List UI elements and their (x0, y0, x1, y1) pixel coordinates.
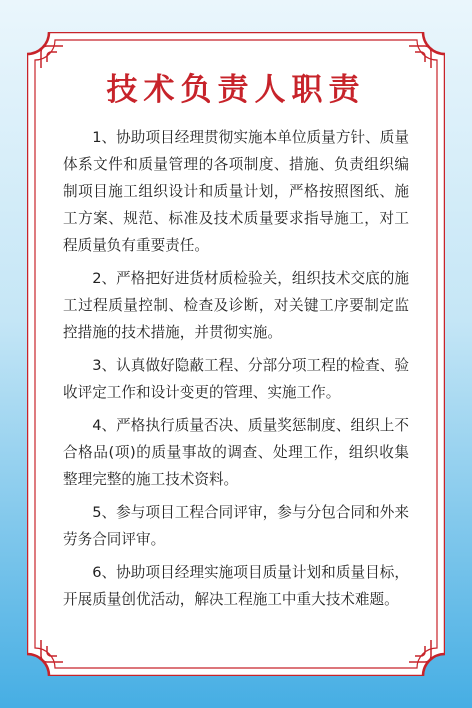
duty-list (63, 124, 409, 619)
duty-item-2: 2、严格把好进货材质检验关，组织技术交底的施工过程质量控制、检查及诊断，对关键工序要制定监控措施的技术措施，并贯彻实施。 (63, 270, 409, 341)
page-title: 技术负责人职责 (106, 72, 366, 108)
duty-item-3: 3、认真做好隐蔽工程、分部分项工程的检查、验收评定工作和设计变更的管理、实施工作。 (63, 357, 409, 401)
duty-item-6: 6、协助项目经理实施项目质量计划和质量目标，开展质量创优活动，解决工程施工中重大技术难题。 (63, 564, 409, 608)
duty-item-5: 5、参与项目工程合同评审，参与分包合同和外来劳务合同评审。 (63, 504, 409, 548)
duty-panel (27, 32, 445, 676)
duty-item-1: 1、协助项目经理贯彻实施本单位质量方针、质量体系文件和质量管理的各项制度、措施、负责组织编制项目施工组织设计和质量计划，严格按照图纸、施工方案、规范、标准及技术质量要求指导施工，对工程质量负有重要责任。 (63, 129, 409, 254)
duty-item-4: 4、严格执行质量否决、质量奖惩制度、组织上不合格品(项)的质量事故的调查、处理工作，组织收集整理完整的施工技术资料。 (63, 417, 409, 488)
